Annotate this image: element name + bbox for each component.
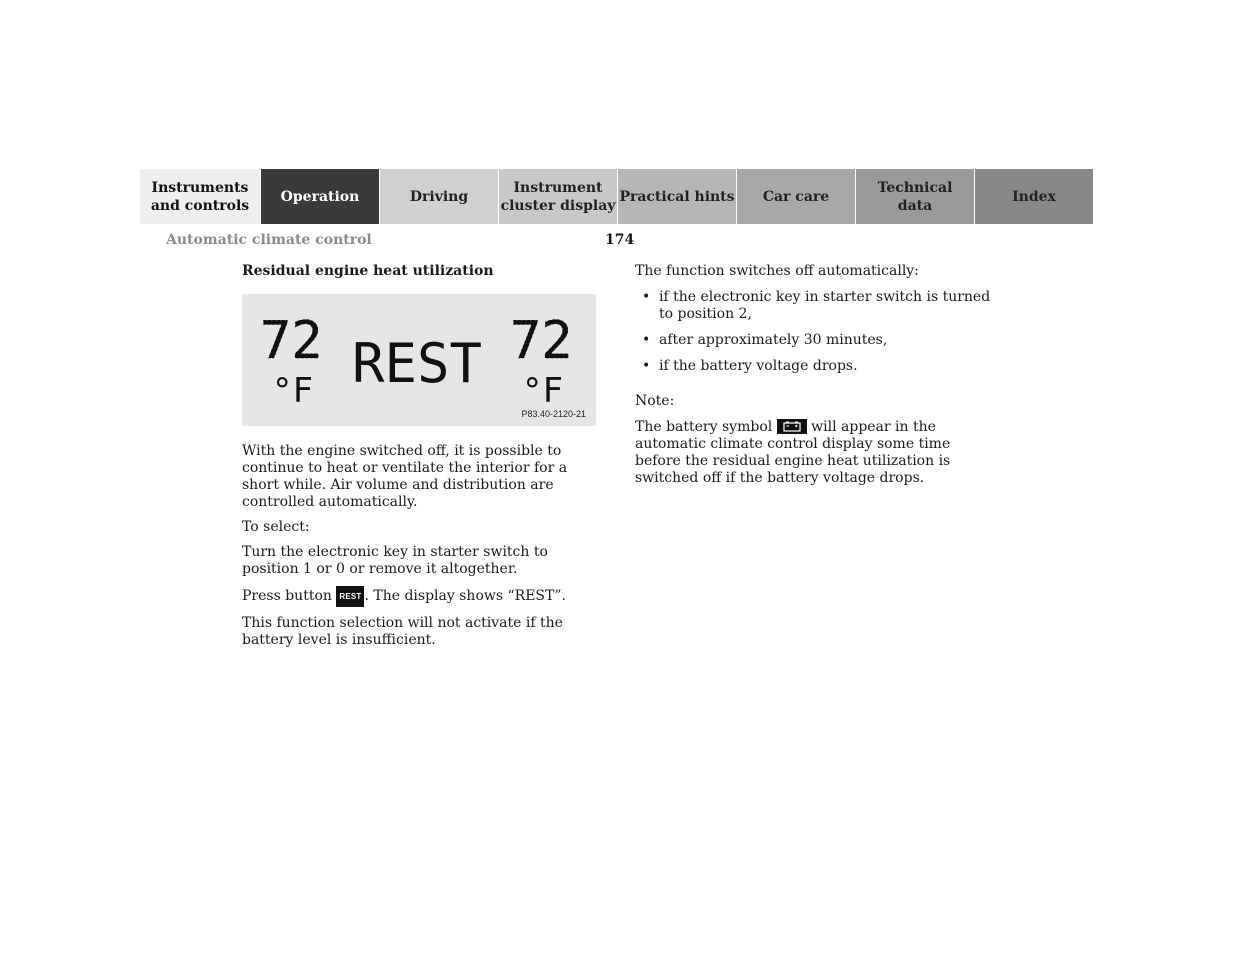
chapter-tab-bar	[140, 169, 1095, 224]
rest-button-icon: REST	[336, 586, 364, 607]
list-item: • if the battery voltage drops.	[635, 358, 995, 375]
paragraph-press-button: Press button REST . The display shows “REST”.	[242, 586, 602, 607]
tab-operation[interactable]: Operation	[260, 169, 379, 224]
rest-mode-label: REST	[352, 332, 483, 395]
left-temperature: 72	[260, 311, 323, 371]
right-column	[635, 263, 995, 495]
climate-control-display-figure	[242, 294, 596, 426]
tab-practical-hints[interactable]: Practical hints	[617, 169, 736, 224]
left-column	[242, 263, 602, 657]
left-unit: °F	[272, 371, 313, 411]
tab-instrument-cluster-display[interactable]: Instrument cluster display	[498, 169, 617, 224]
note-label: Note:	[635, 393, 675, 409]
page-number: 174	[605, 232, 635, 248]
tab-index[interactable]: Index	[974, 169, 1093, 224]
tab-driving[interactable]: Driving	[379, 169, 498, 224]
paragraph-to-select: To select:	[242, 519, 310, 535]
paragraph-battery-warning: This function selection will not activate if the battery level is insufficient.	[242, 615, 563, 648]
subsection-heading: Residual engine heat utilization	[242, 263, 494, 279]
list-item: • if the electronic key in starter switch is turned to position 2,	[635, 289, 995, 323]
section-title: Automatic climate control	[166, 232, 372, 248]
switch-off-intro: The function switches off automatically:	[635, 263, 919, 279]
note-paragraph: The battery symbol will appear in the automatic climate control display some time before the residual engine heat utilization is switched off if the battery voltage drops.	[635, 419, 951, 486]
tab-car-care[interactable]: Car care	[736, 169, 855, 224]
right-temperature: 72	[510, 311, 573, 371]
right-unit: °F	[522, 371, 563, 411]
switch-off-conditions-list	[635, 289, 995, 375]
tab-technical-data[interactable]: Technical data	[855, 169, 974, 224]
figure-code: P83.40-2120-21	[521, 409, 586, 419]
battery-icon	[777, 419, 807, 434]
paragraph-intro: With the engine switched off, it is possible to continue to heat or ventilate the interior for a short while. Air volume and distribution are controlled automatically.	[242, 443, 568, 510]
tab-instruments-and-controls[interactable]: Instruments and controls	[140, 169, 260, 224]
list-item: • after approximately 30 minutes,	[635, 332, 995, 349]
paragraph-turn-key: Turn the electronic key in starter switch to position 1 or 0 or remove it altogether.	[242, 544, 548, 577]
